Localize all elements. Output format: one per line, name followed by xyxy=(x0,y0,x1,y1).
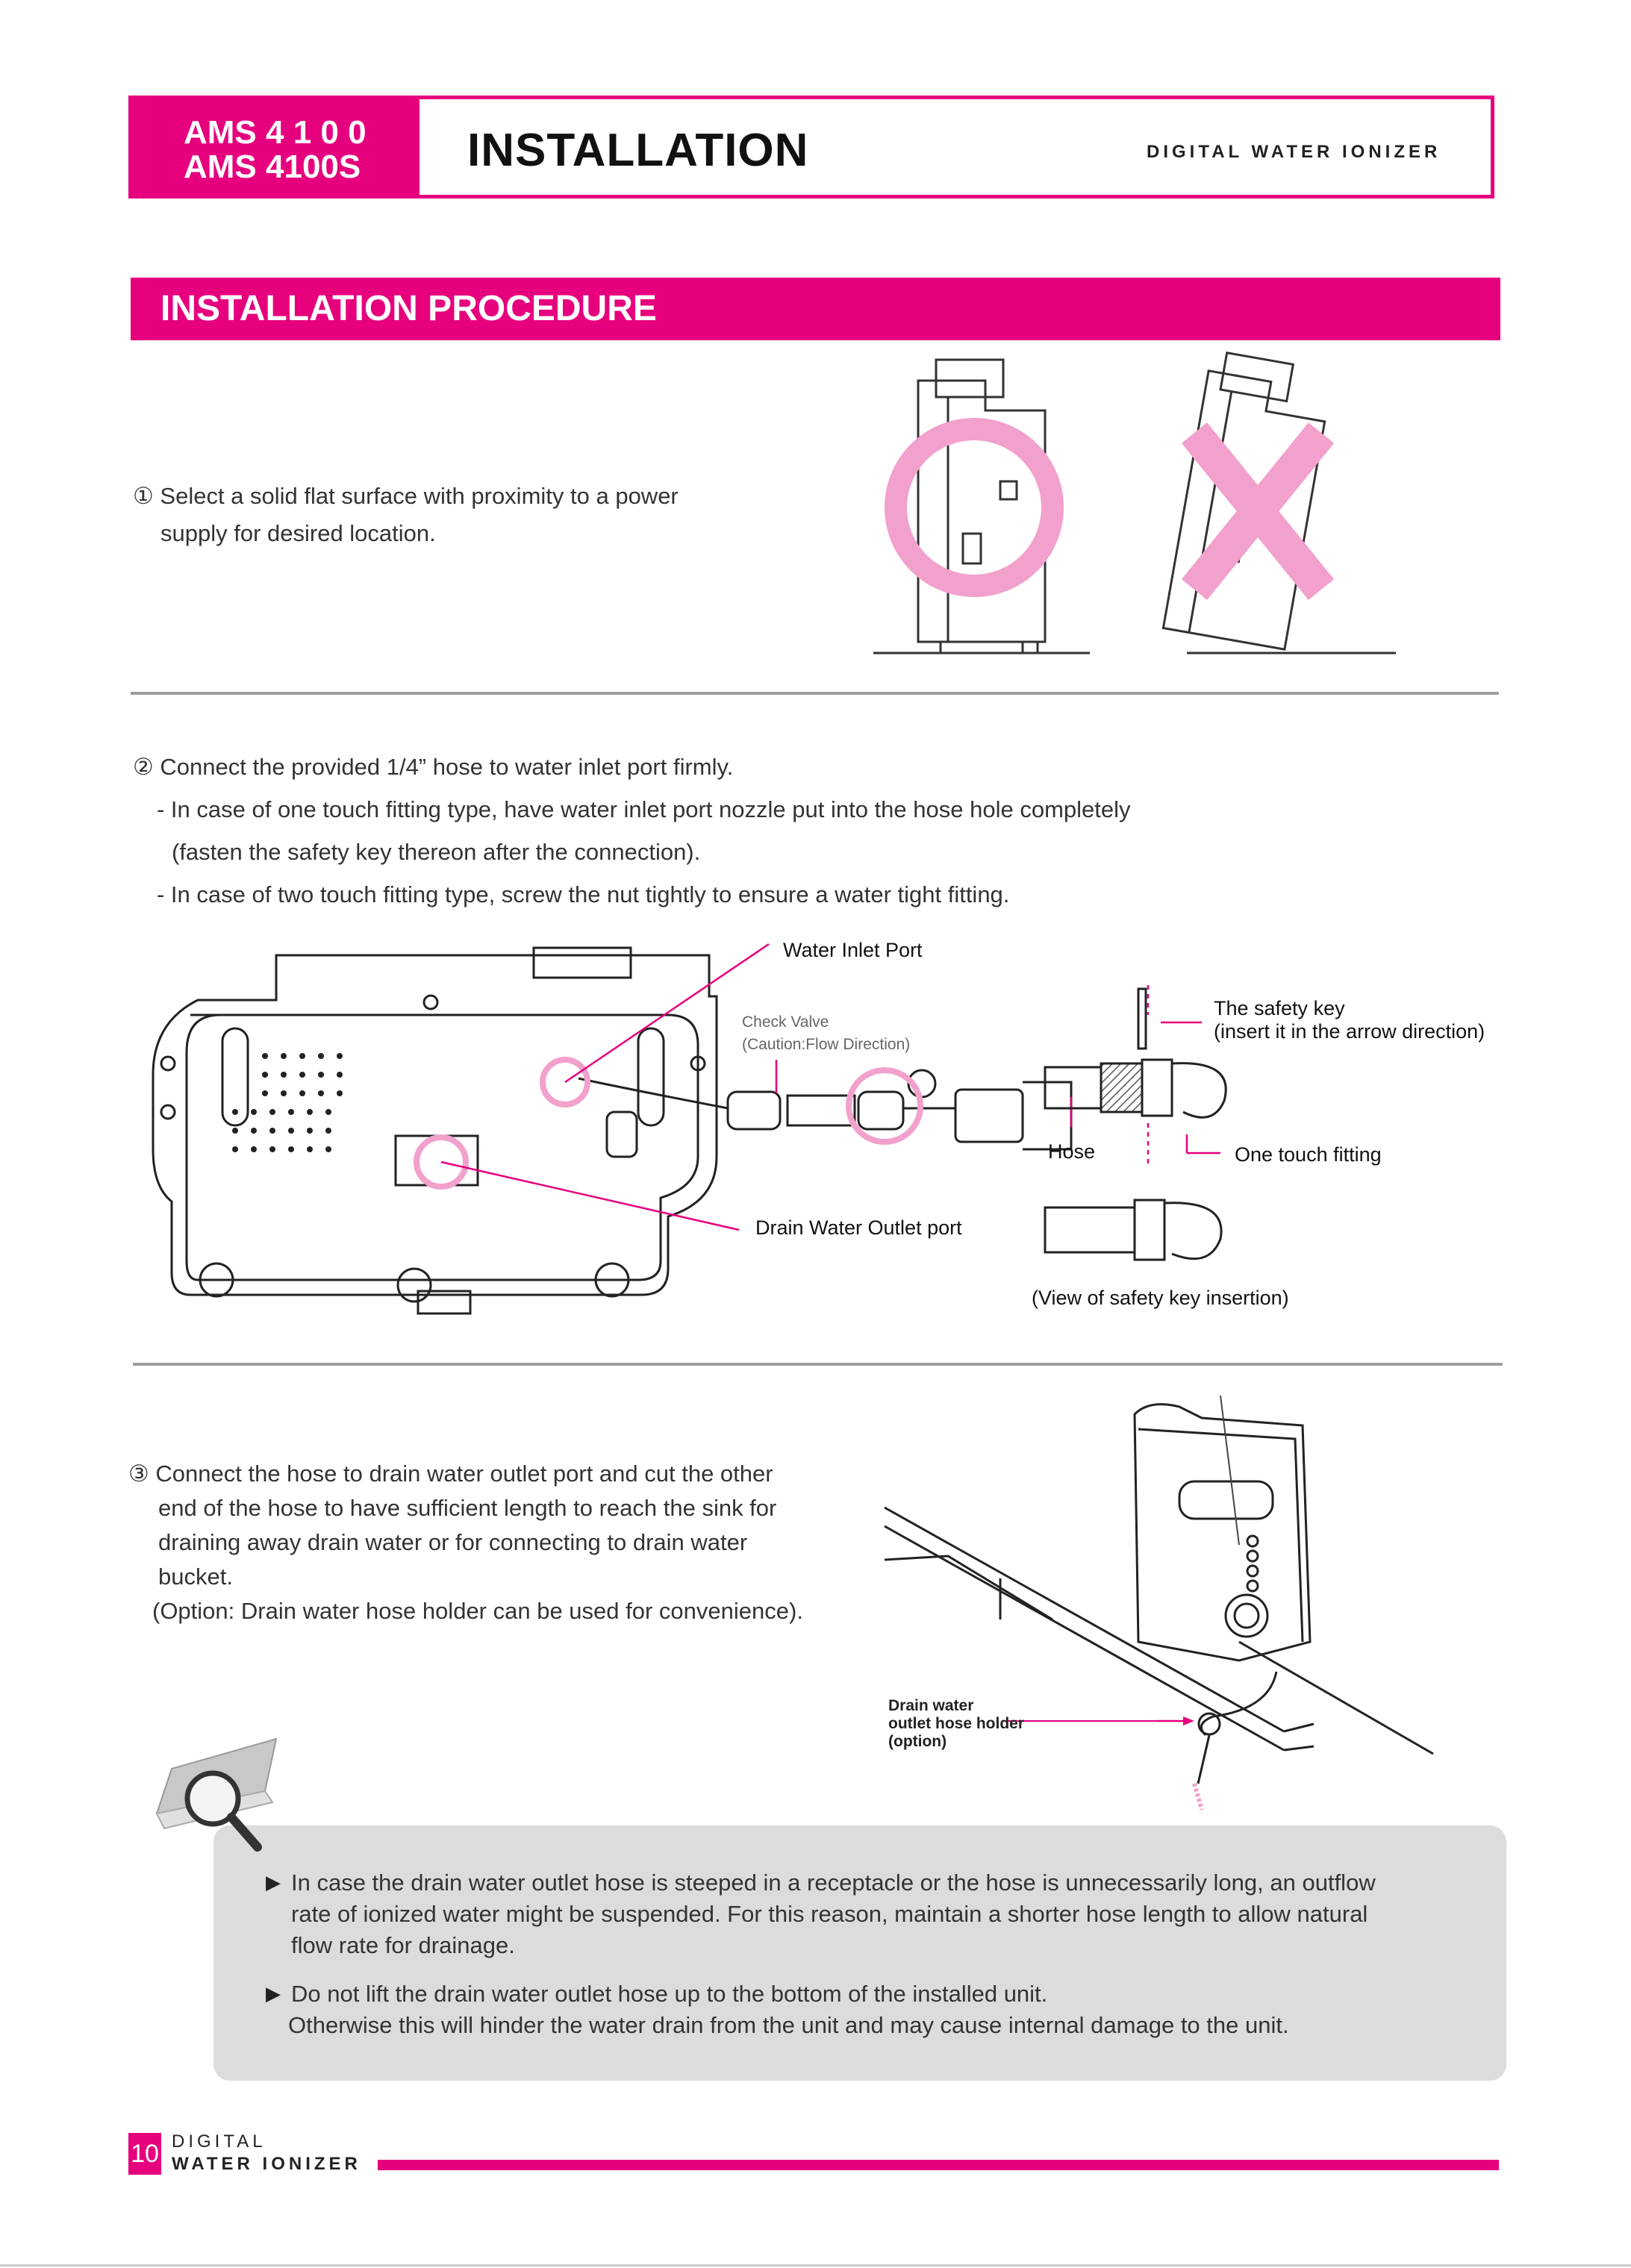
step2-line1: ② Connect the provided 1/4” hose to water inlet port firmly. xyxy=(133,754,734,780)
label-view-caption: (View of safety key insertion) xyxy=(1032,1287,1289,1309)
model-badge xyxy=(128,96,420,199)
divider-2 xyxy=(133,1363,1503,1366)
magnifier-note-icon xyxy=(142,1731,291,1866)
sink-installation-illustration xyxy=(881,1396,1448,1814)
note-2-line2: Otherwise this will hinder the water drain from the unit and may cause internal damage to the unit. xyxy=(288,2012,1289,2038)
step1-line2: supply for desired location. xyxy=(160,520,436,546)
footer-brand-line1: DIGITAL xyxy=(172,2131,266,2152)
step2-line2: - In case of one touch fitting type, have water inlet port nozzle put into the hose hole completely xyxy=(157,796,1131,822)
page-bottom-edge xyxy=(0,2264,1631,2267)
footer-rule xyxy=(378,2160,1499,2170)
holder-label-1: Drain water xyxy=(888,1697,974,1714)
step3-line1: ③ Connect the hose to drain water outlet port and cut the other xyxy=(128,1461,773,1487)
label-water-inlet: Water Inlet Port xyxy=(783,939,923,961)
note-2-line1: Do not lift the drain water outlet hose up to the bottom of the installed unit. xyxy=(291,1981,1048,2007)
note-1-line3: flow rate for drainage. xyxy=(291,1932,515,1958)
product-name: DIGITAL WATER IONIZER xyxy=(1147,142,1441,162)
section-title: INSTALLATION PROCEDURE xyxy=(160,289,657,328)
bullet-icon-1: ▶ xyxy=(266,1871,281,1893)
step3-line4: bucket. xyxy=(158,1563,233,1590)
placement-illustration xyxy=(873,351,1411,664)
label-hose: Hose xyxy=(1048,1140,1096,1163)
label-safety-key: The safety key xyxy=(1214,997,1345,1019)
step3-line3: draining away drain water or for connecting to drain water xyxy=(158,1529,748,1555)
step3-line2: end of the hose to have sufficient length to reach the sink for xyxy=(158,1495,777,1521)
footer-brand-line2: WATER IONIZER xyxy=(172,2154,361,2174)
label-drain-outlet: Drain Water Outlet port xyxy=(755,1216,962,1239)
wrong-mark-icon xyxy=(1194,433,1321,590)
label-check-valve: Check Valve xyxy=(742,1013,829,1031)
label-safety-key-note: (insert it in the arrow direction) xyxy=(1214,1020,1485,1043)
page-number: 10 xyxy=(128,2133,161,2175)
step3-line5: (Option: Drain water hose holder can be used for convenience). xyxy=(152,1598,803,1624)
model-line-2: AMS 4100S xyxy=(184,149,361,185)
holder-label-2: outlet hose holder xyxy=(888,1715,1025,1732)
model-line-1: AMS 4 1 0 0 xyxy=(184,114,367,151)
step2-line3: (fasten the safety key thereon after the connection). xyxy=(172,839,701,865)
label-check-valve-note: (Caution:Flow Direction) xyxy=(742,1036,911,1053)
bullet-icon-2: ▶ xyxy=(266,1982,281,2005)
page-title: INSTALLATION xyxy=(467,125,809,176)
step2-line4: - In case of two touch fitting type, screw the nut tightly to ensure a water tight fitting. xyxy=(157,881,1010,907)
holder-label-3: (option) xyxy=(888,1733,947,1750)
note-1-line1: In case the drain water outlet hose is steeped in a receptacle or the hose is unnecessarily long, an outflow xyxy=(291,1869,1376,1896)
divider-1 xyxy=(131,692,1499,695)
note-1-line2: rate of ionized water might be suspended. For this reason, maintain a shorter hose length to allow natural xyxy=(291,1901,1368,1927)
label-one-touch: One touch fitting xyxy=(1235,1143,1382,1166)
step1-line1: ① Select a solid flat surface with proximity to a power xyxy=(133,483,679,509)
